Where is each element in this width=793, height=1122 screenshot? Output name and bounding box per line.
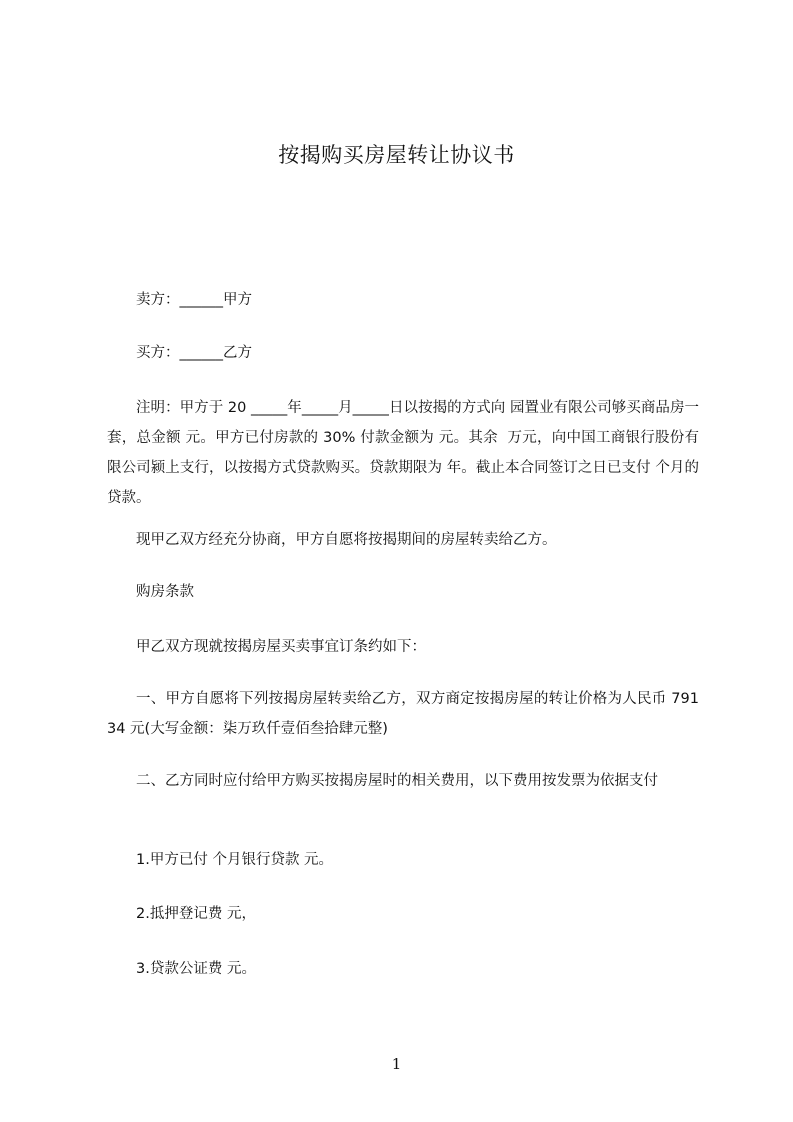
document-title: 按揭购买房屋转让协议书 <box>278 143 515 167</box>
section-heading: 购房条款 <box>136 584 194 600</box>
list-item: 1.甲方已付 个月银行贷款 元。 <box>136 852 334 868</box>
list-item: 3.贷款公证费 元。 <box>136 961 256 977</box>
buyer-line: 买方：______乙方 <box>136 345 252 361</box>
note-paragraph: 注明：甲方于 20 _____年_____月_____日以按揭的方式向 园置业有限公司够买商品房一套，总金额 元。甲方已付房款的 30% 付款金额为 元。其余 万元，向中国工商银行股份有限公司颍上支行，以按揭方式贷款购买。贷款期限为 年。截止本合同签订之日已支付 个月的贷款。 <box>107 400 699 506</box>
clause-one: 一、甲方自愿将下列按揭房屋转卖给乙方，双方商定按揭房屋的转让价格为人民币 79134 元(大写金额：柒万玖仟壹佰叁拾肆元整) <box>107 691 699 737</box>
intro-paragraph: 甲乙双方现就按揭房屋买卖事宜订条约如下： <box>136 639 426 655</box>
page-number: 1 <box>391 1055 402 1073</box>
agreement-paragraph: 现甲乙双方经充分协商，甲方自愿将按揭期间的房屋转卖给乙方。 <box>136 532 557 548</box>
list-item: 2.抵押登记费 元， <box>136 906 256 922</box>
seller-line: 卖方：______甲方 <box>136 292 252 308</box>
clause-two: 二、乙方同时应付给甲方购买按揭房屋时的相关费用，以下费用按发票为依据支付 <box>136 773 658 789</box>
